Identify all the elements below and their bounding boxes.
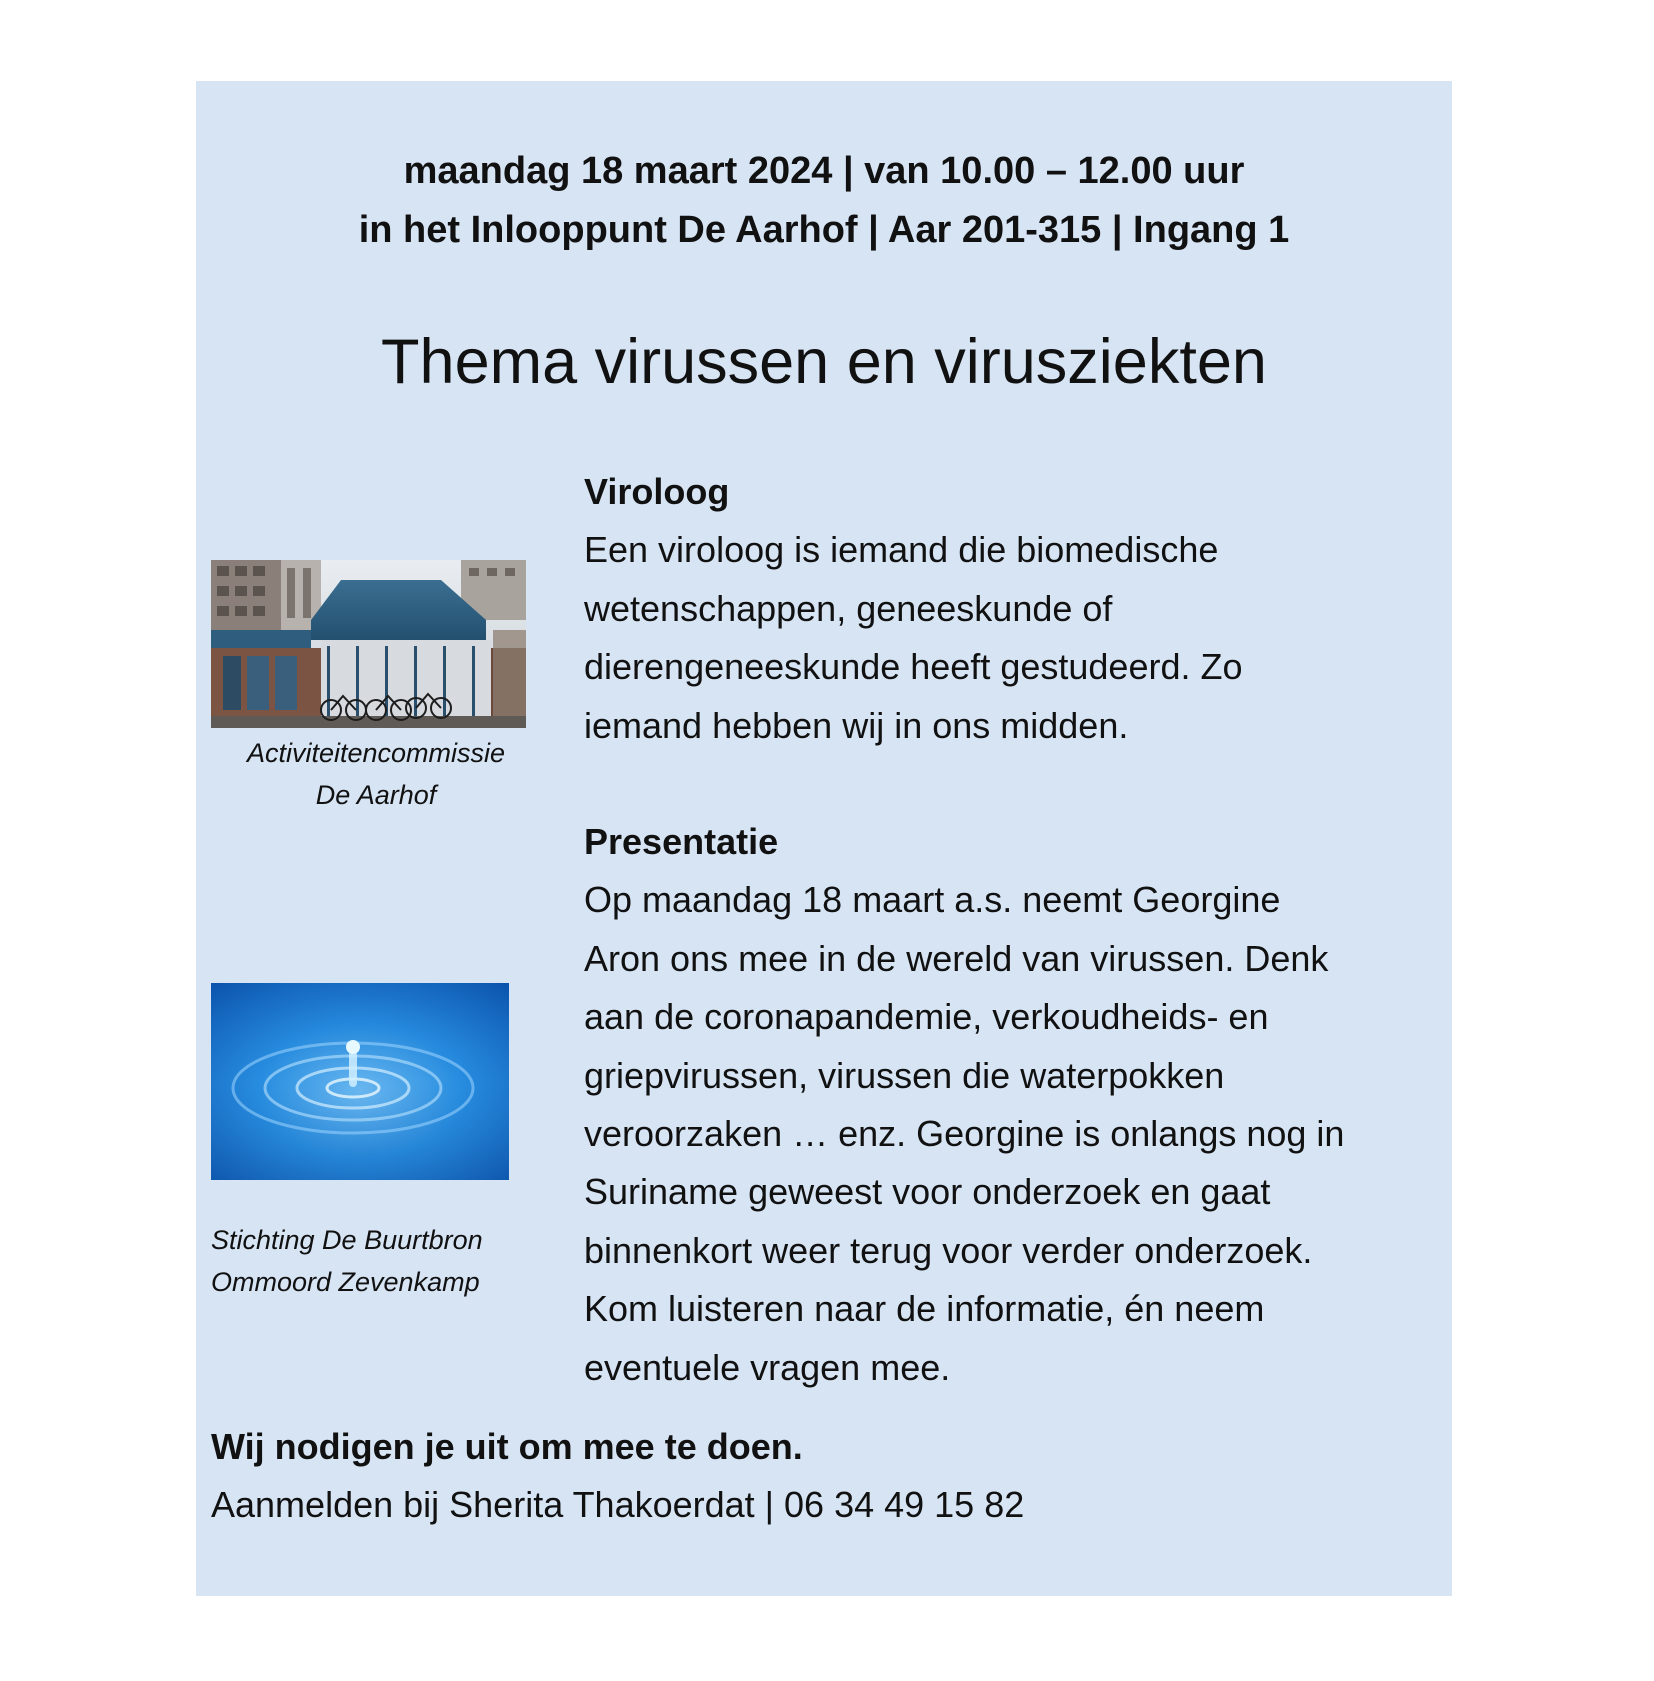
presentatie-line: binnenkort weer terug voor verder onderzoek. [584, 1229, 1313, 1271]
building-caption-line1: Activiteitencommissie [246, 738, 506, 768]
presentatie-line: eventuele vragen mee. [584, 1346, 951, 1388]
viroloog-line: Een viroloog is iemand die biomedische [584, 529, 1219, 571]
water-drop-photo [211, 983, 509, 1180]
water-caption [211, 1219, 531, 1303]
section-heading-presentatie: Presentatie [584, 821, 779, 862]
event-details [196, 142, 1452, 260]
viroloog-line: iemand hebben wij in ons midden. [584, 704, 1129, 746]
building-photo [211, 560, 526, 728]
presentatie-line: Kom luisteren naar de informatie, én neem [584, 1288, 1265, 1330]
registration-contact: Aanmelden bij Sherita Thakoerdat | 06 34 49 15 82 [211, 1484, 1025, 1525]
viroloog-line: dierengeneeskunde heeft gestudeerd. Zo [584, 646, 1243, 688]
invitation-heading: Wij nodigen je uit om mee te doen. [211, 1426, 803, 1467]
event-location: in het Inlooppunt De Aarhof | Aar 201-315 | Ingang 1 [358, 209, 1290, 251]
water-caption-line1: Stichting De Buurtbron [211, 1225, 483, 1255]
presentatie-line: Aron ons mee in de wereld van virussen. Denk [584, 937, 1329, 979]
building-caption [211, 732, 541, 816]
building-caption-line2: De Aarhof [315, 780, 437, 810]
presentatie-line: griepvirussen, virussen die waterpokken [584, 1054, 1225, 1096]
water-caption-line2: Ommoord Zevenkamp [211, 1267, 480, 1297]
presentatie-line: Suriname geweest voor onderzoek en gaat [584, 1171, 1271, 1213]
viroloog-line: wetenschappen, geneeskunde of [584, 587, 1113, 629]
event-date-time: maandag 18 maart 2024 | van 10.00 – 12.00 uur [403, 150, 1245, 192]
presentatie-line: Op maandag 18 maart a.s. neemt Georgine [584, 879, 1281, 921]
section-viroloog [584, 463, 1444, 755]
section-presentatie [584, 813, 1444, 1397]
building-photo-image [211, 560, 526, 728]
water-drop-photo-image [211, 983, 509, 1180]
presentatie-line: aan de coronapandemie, verkoudheids- en [584, 996, 1269, 1038]
invitation [211, 1418, 1441, 1534]
presentatie-line: veroorzaken … enz. Georgine is onlangs nog in [584, 1113, 1345, 1155]
section-heading-viroloog: Viroloog [584, 471, 730, 512]
page-title: Thema virussen en virusziekten [381, 327, 1267, 397]
